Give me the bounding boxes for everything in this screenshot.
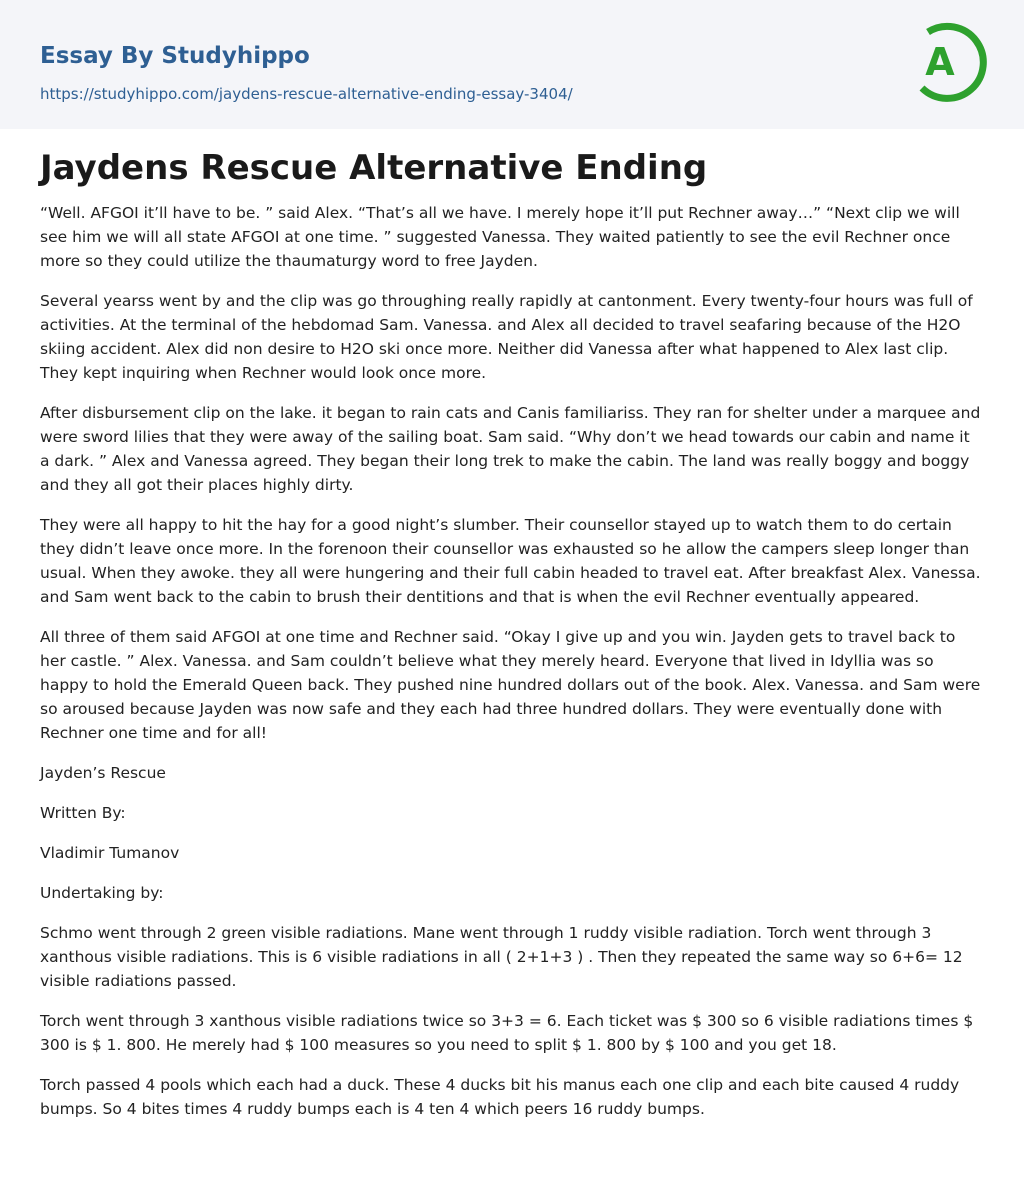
essay-title: Jaydens Rescue Alternative Ending xyxy=(40,148,708,188)
essay-paragraph: Schmo went through 2 green visible radiations. Mane went through 1 ruddy visible radiation. Torch went through 3 xanthous visible radiations. This is 6 visible radiations in all ( 2+1+3 ) . Then they repeated the same way so 6+6= 12 visible radiations passed. xyxy=(40,924,963,990)
essay-paragraph: Several yearss went by and the clip was go throughing really rapidly at cantonment. Every twenty-four hours was full of activities. At the terminal of the hebdomad Sam. Vanessa. and Alex all decided to travel seafaring because of the H2O skiing accident. Alex did non desire to H2O ski once more. Neither did Vanessa after what happened to Alex last clip. They kept inquiring when Rechner would look once more. xyxy=(40,292,973,382)
essay-paragraph: All three of them said AFGOI at one time and Rechner said. “Okay I give up and you win. Jayden gets to travel back to her castle. ” Alex. Vanessa. and Sam couldn’t believe what they merely heard. Everyone that lived in Idyllia was so happy to hold the Emerald Queen back. They pushed nine hundred dollars out of the book. Alex. Vanessa. and Sam were so aroused because Jayden was now safe and they each had three hundred dollars. They were eventually done with Rechner one time and for all! xyxy=(40,628,981,742)
essay-body xyxy=(40,201,984,1121)
written-by-label: Written By: xyxy=(40,804,126,822)
studyhippo-logo-icon[interactable] xyxy=(912,18,988,106)
essay-paragraph: Torch went through 3 xanthous visible radiations twice so 3+3 = 6. Each ticket was $ 300 so 6 visible radiations times $ 300 is $ 1. 800. He merely had $ 100 measures so you need to split $ 1. 800 by $ 100 and you get 18. xyxy=(40,1012,974,1054)
essay-paragraph: “Well. AFGOI it’ll have to be. ” said Alex. “That’s all we have. I merely hope it’ll put Rechner away…” “Next clip we will see him we will all state AFGOI at one time. ” suggested Vanessa. They waited patiently to see the evil Rechner once more so they could utilize the thaumaturgy word to free Jayden. xyxy=(40,204,960,270)
site-title[interactable]: Essay By Studyhippo xyxy=(40,43,310,69)
essay-content xyxy=(0,149,1024,1121)
site-header xyxy=(0,0,1024,129)
logo-letter: A xyxy=(925,40,955,84)
essay-paragraph: Torch passed 4 pools which each had a duck. These 4 ducks bit his manus each one clip and each bite caused 4 ruddy bumps. So 4 bites times 4 ruddy bumps each is 4 ten 4 which peers 16 ruddy bumps. xyxy=(40,1076,960,1118)
author-name: Vladimir Tumanov xyxy=(40,844,180,862)
essay-subtitle: Jayden’s Rescue xyxy=(40,764,166,782)
essay-url-link[interactable]: https://studyhippo.com/jaydens-rescue-alternative-ending-essay-3404/ xyxy=(40,85,573,103)
undertaking-label: Undertaking by: xyxy=(40,884,164,902)
essay-paragraph: After disbursement clip on the lake. it began to rain cats and Canis familiariss. They ran for shelter under a marquee and were sword lilies that they were away of the sailing boat. Sam said. “Why don’t we head towards our cabin and name it a dark. ” Alex and Vanessa agreed. They began their long trek to make the cabin. The land was really boggy and boggy and they all got their places highly dirty. xyxy=(40,404,981,494)
essay-paragraph: They were all happy to hit the hay for a good night’s slumber. Their counsellor stayed up to watch them to do certain they didn’t leave once more. In the forenoon their counsellor was exhausted so he allow the campers sleep longer than usual. When they awoke. they all were hungering and their full cabin headed to travel eat. After breakfast Alex. Vanessa. and Sam went back to the cabin to brush their dentitions and that is when the evil Rechner eventually appeared. xyxy=(40,516,981,606)
